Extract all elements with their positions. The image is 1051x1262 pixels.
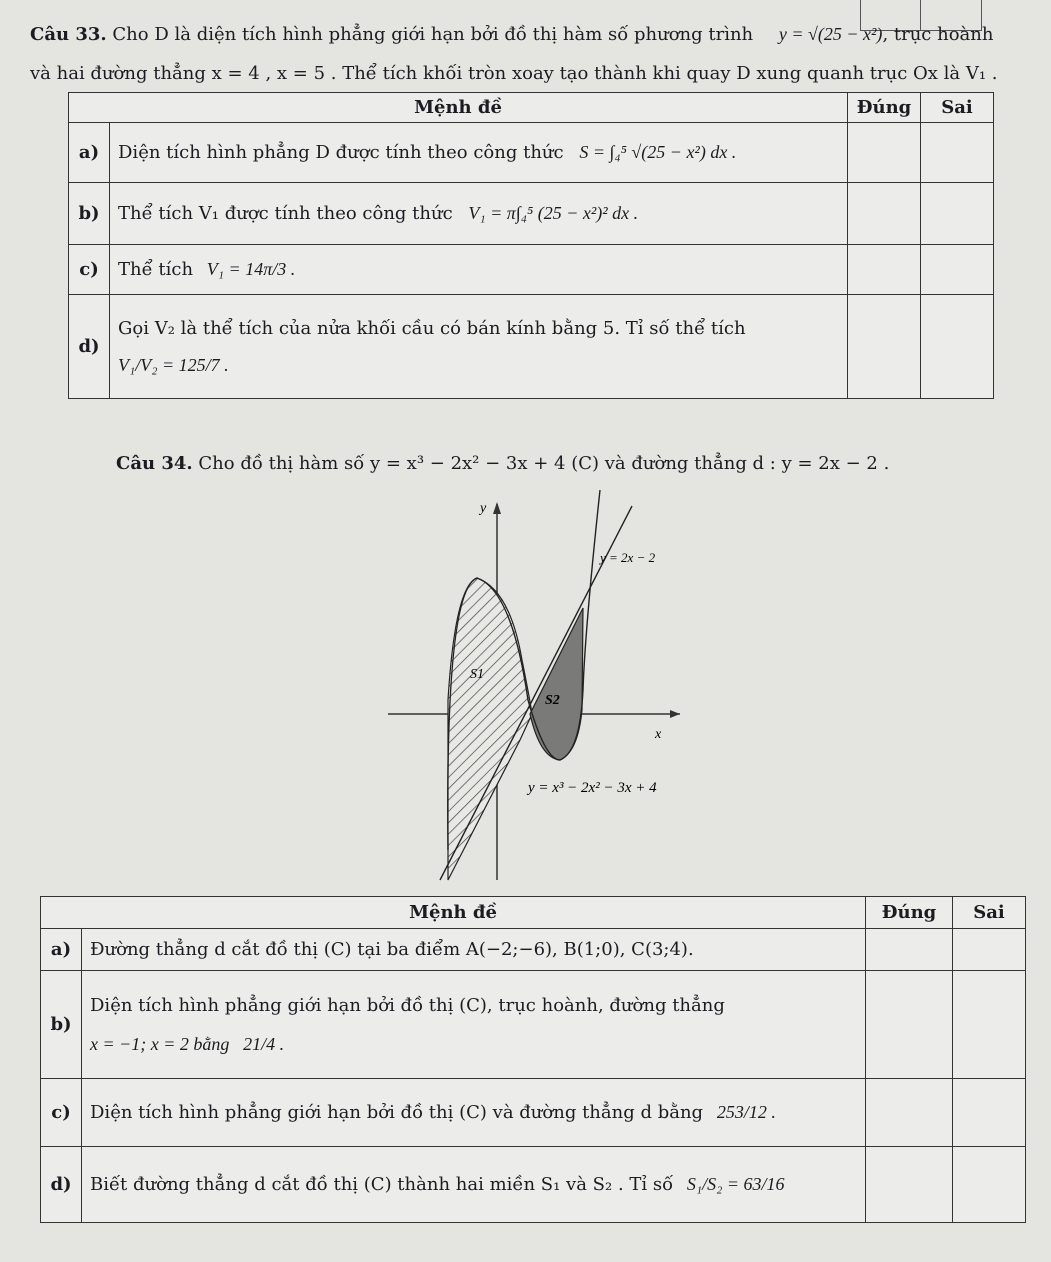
q34-row-d-statement [82,1147,866,1223]
q33-row-c-true-cell[interactable] [848,245,921,295]
q34-row-b-statement [82,971,866,1079]
q34-row-d-text: Biết đường thẳng d cắt đồ thị (C) thành hai miền S₁ và S₂ . Tỉ số [90,1174,674,1195]
q34-row-c-statement [82,1079,866,1147]
q33-row-d-true-cell[interactable] [848,295,921,399]
q33-row-d-false-cell[interactable] [921,295,994,399]
q34-row-b-formula: 21/4 . [243,1033,285,1054]
x-axis-arrow-icon [670,710,680,718]
q34-row-c-formula: 253/12 . [716,1102,776,1122]
q33-row-b [69,183,994,245]
q33-header-false: Sai [921,93,994,123]
q33-row-a-statement [110,123,848,183]
q34-line1 [116,452,889,476]
q33-row-a-false-cell[interactable] [921,123,994,183]
q34-row-c-false-cell[interactable] [953,1079,1026,1147]
q33-row-b-true-cell[interactable] [848,183,921,245]
q33-row-d-formula: V₁/V₂ = 125/7 . [118,354,229,375]
line-label: y = 2x − 2 [600,550,656,565]
q34-row-a-label: a) [41,929,82,971]
q34-row-d-false-cell[interactable] [953,1147,1026,1223]
q34-row-a-text: Đường thẳng d cắt đồ thị (C) tại ba điểm A(−2;−6), B(1;0), C(3;4). [82,929,866,971]
q33-row-a-true-cell[interactable] [848,123,921,183]
q33-row-a-formula: S = ∫₄⁵ √(25 − x²) dx . [579,142,737,162]
q33-line2: và hai đường thẳng x = 4 , x = 5 . Thể tích khối tròn xoay tạo thành khi quay D xung quanh trục Ox là V₁ . [30,63,998,84]
q33-row-c-label: c) [69,245,110,295]
q34-row-b-false-cell[interactable] [953,971,1026,1079]
y-axis-label: y [480,501,487,516]
q34-row-b-label: b) [41,971,82,1079]
q34-number: Câu 34. [116,453,193,474]
q34-row-d-formula: S₁/S₂ = 63/16 [686,1174,785,1194]
q33-row-c-false-cell[interactable] [921,245,994,295]
q34-row-b-text2: x = −1; x = 2 bằng [90,1033,230,1054]
region-s2 [530,608,583,760]
q34-header-false: Sai [953,897,1026,929]
q34-row-c [41,1079,1026,1147]
x-axis-label: x [655,727,662,742]
q33-row-d-text: Gọi V₂ là thể tích của nửa khối cầu có bán kính bằng 5. Tỉ số thể tích [118,317,746,339]
q34-row-d [41,1147,1026,1223]
q34-row-c-text: Diện tích hình phẳng giới hạn bởi đồ thị (C) và đường thẳng d bằng [90,1102,704,1123]
q34-row-b-true-cell[interactable] [866,971,953,1079]
region-s1-label: S1 [470,667,484,682]
q34-header-statement: Mệnh đề [41,897,866,929]
q34-row-b-line2 [90,1034,857,1055]
q34-row-d-label: d) [41,1147,82,1223]
q33-function: y = √(25 − x²) [778,24,883,44]
q33-row-d-label: d) [69,295,110,399]
q34-graph [0,490,1051,890]
region-s2-label: S2 [545,693,560,708]
q33-row-a-label: a) [69,123,110,183]
q34-row-b-text: Diện tích hình phẳng giới hạn bởi đồ thị (C), trục hoành, đường thẳng [90,994,725,1016]
q34-row-a-false-cell[interactable] [953,929,1026,971]
q33-line1 [30,22,993,47]
q34-row-d-true-cell[interactable] [866,1147,953,1223]
q34-table [40,896,1026,1223]
q33-row-c-text: Thể tích [118,259,194,280]
q33-row-d [69,295,994,399]
q33-number: Câu 33. [30,24,107,45]
q33-row-d-statement [110,295,848,399]
q33-line1-end: , trục hoành [882,24,994,45]
q33-table [68,92,994,399]
q34-row-a [41,929,1026,971]
q34-row-c-label: c) [41,1079,82,1147]
y-axis-arrow-icon [493,502,501,514]
q33-row-b-false-cell[interactable] [921,183,994,245]
q33-header-true: Đúng [848,93,921,123]
q34-row-c-true-cell[interactable] [866,1079,953,1147]
q33-row-c-statement [110,245,848,295]
q34-header-true: Đúng [866,897,953,929]
q33-row-a [69,123,994,183]
q33-line1-text: Cho D là diện tích hình phẳng giới hạn bởi đồ thị hàm số phương trình [112,24,754,45]
q33-row-b-formula: V₁ = π∫₄⁵ (25 − x²)² dx . [468,203,639,223]
q33-row-b-statement [110,183,848,245]
q33-row-b-text: Thể tích V₁ được tính theo công thức [118,203,453,224]
region-s1 [448,578,532,880]
q34-row-b [41,971,1026,1079]
q33-row-a-text: Diện tích hình phẳng D được tính theo công thức [118,142,564,163]
q33-row-b-label: b) [69,183,110,245]
q33-header-statement: Mệnh đề [69,93,848,123]
q33-row-c-formula: V₁ = 14π/3 . [206,259,296,279]
q33-row-c [69,245,994,295]
q34-intro: Cho đồ thị hàm số y = x³ − 2x² − 3x + 4 (C) và đường thẳng d : y = 2x − 2 . [198,453,890,474]
q34-row-a-true-cell[interactable] [866,929,953,971]
curve-label: y = x³ − 2x² − 3x + 4 [528,780,657,796]
